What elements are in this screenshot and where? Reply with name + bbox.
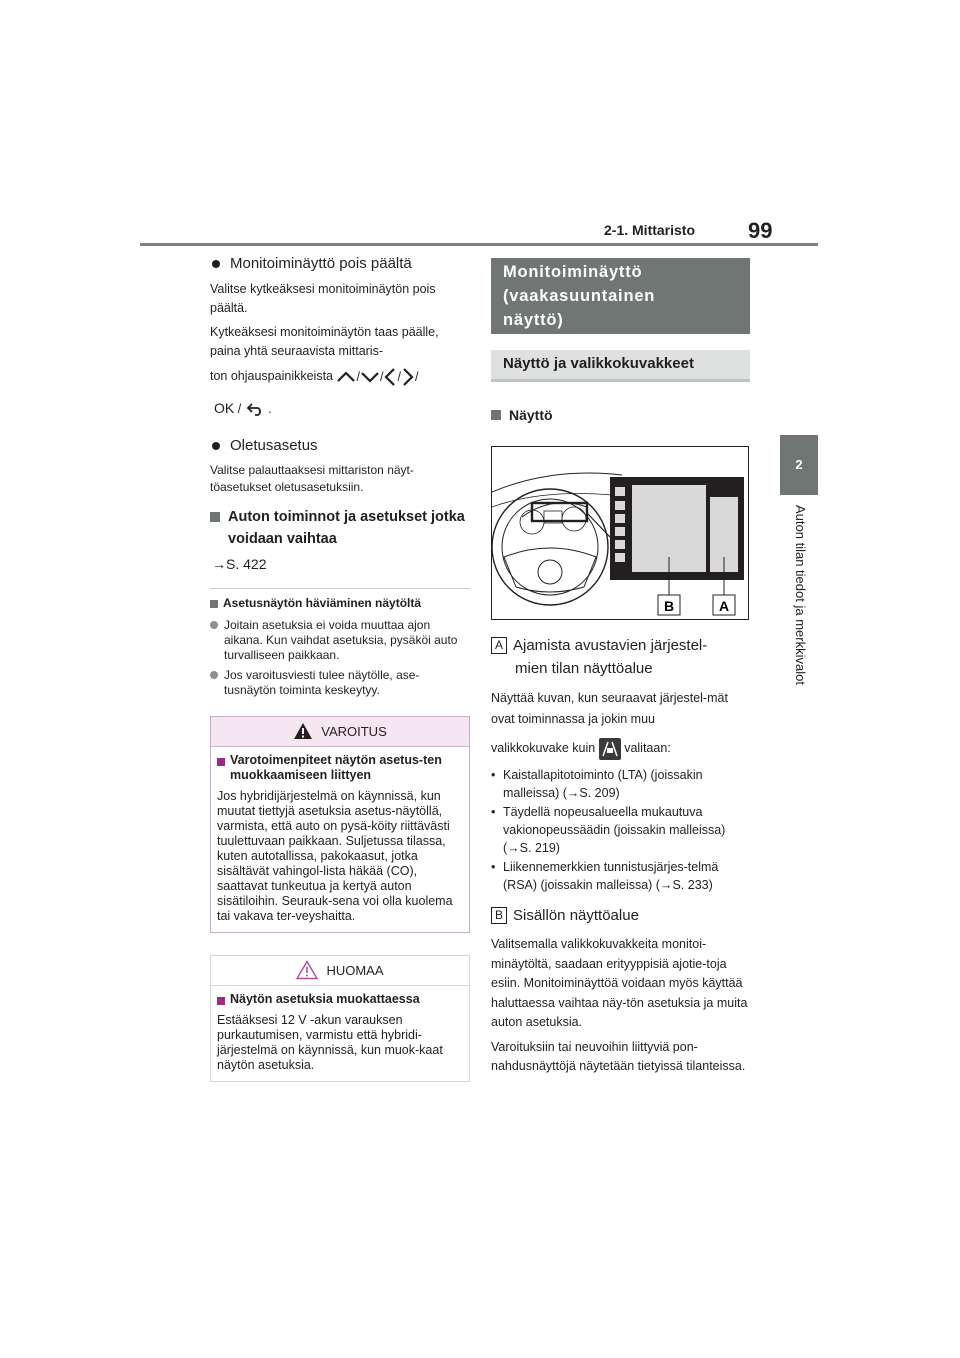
item-display-off: Monitoiminäyttö pois päältä — [210, 254, 470, 274]
square-bullet-icon — [210, 600, 218, 608]
chapter-title: Auton tilan tiedot ja merkkivalot — [793, 505, 808, 685]
label-a: A — [491, 637, 507, 654]
page-reference: →S. 422 — [212, 555, 267, 572]
assist-systems-list — [491, 766, 750, 894]
chevron-left-icon — [383, 367, 397, 387]
caution-triangle-icon — [296, 960, 318, 980]
illus-label-a: A — [718, 598, 730, 614]
notice-title: Näytön asetuksia muokattaessa — [217, 992, 463, 1007]
divider — [210, 588, 470, 589]
area-a-heading: A Ajamista avustavien järjestel- mien tilan näyttöalue — [491, 634, 750, 680]
settings-heading: Auton toiminnot ja asetukset jotka voidaan vaihtaa — [210, 506, 470, 550]
notice-header: HUOMAA — [211, 956, 469, 986]
sub-banner: Näyttö ja valikkokuvakkeet — [491, 350, 750, 382]
paragraph: Kytkeäksesi monitoiminäytön taas päälle, paina yhtä seuraavista mittaris- — [210, 325, 439, 358]
warning-box — [210, 716, 470, 933]
warning-text: Jos hybridijärjestelmä on käynnissä, kun muutat tiettyjä asetuksia asetus-näytöllä, varmista, että auto on pysä-köity riittävästi tuulettuvaan paikkaan. Suljetussa tilassa, kuten autotallissa, pakokaasut, jotka sisältävät vahingol-lista häkää (CO), saattavat tunkeutua ja kertyä auton sisätiloihin. Seurauk-sena voi olla kuolema tai vakava ter-veyshaitta. — [217, 788, 453, 923]
ok-button-icon: OK — [214, 399, 235, 416]
header-rule — [140, 243, 818, 246]
paragraph: Valitse palauttaaksesi mittariston näyt-töasetukset oletusasetuksiin. — [210, 462, 414, 494]
bullet-icon — [212, 260, 220, 268]
notice-box — [210, 955, 470, 1082]
button-list-line-2: OK / . — [214, 399, 272, 416]
square-bullet-icon — [217, 758, 225, 766]
paragraph: Valitsemalla valikkokuvakkeita monitoi-minäytöltä, saadaan erityyppisiä ajotie-toja esiin. Monitoiminäyttöä voidaan myös käyttää haluttaessa vaihtaa näy-tön asetuksia ja muita auton asetuksia. — [491, 937, 748, 1029]
item-default-settings: Oletusasetus — [210, 436, 470, 456]
note-heading: Asetusnäytön häviäminen näytöltä — [210, 595, 470, 612]
warning-title: Varotoimenpiteet näytön asetus-ten muokkaamiseen liittyen — [217, 753, 463, 783]
paragraph: Valitse kytkeäksesi monitoiminäytön pois päältä. — [210, 282, 436, 315]
notice-text: Estääksesi 12 V -akun varauksen purkautumisen, varmistu että hybridi-järjestelmä on käynnissä, kun muok-kaat näytön asetuksia. — [217, 1012, 443, 1072]
chevron-right-icon — [401, 367, 415, 387]
left-column — [210, 254, 470, 1082]
control-buttons: / / / / — [336, 364, 418, 390]
button-list-line: ton ohjauspainikkeista / / / / — [210, 363, 470, 390]
paragraph: Varoituksiin tai neuvoihin liittyviä pon-nahdusnäyttöjä näytetään tietyissä tilanteissa. — [491, 1039, 746, 1073]
list-item: • Liikennemerkkien tunnistusjärjes-telmä (RSA) (joissakin malleissa) (→S. 233) — [491, 860, 719, 892]
paragraph: valikkokuvake kuin valitaan: — [491, 735, 750, 761]
square-bullet-icon — [217, 997, 225, 1005]
label-b: B — [491, 907, 507, 924]
dashboard-illustration — [491, 446, 749, 620]
list-item: Joitain asetuksia ei voida muuttaa ajon aikana. Kun vaihdat asetuksia, pysäköi auto turvalliseen paikkaan. — [210, 618, 470, 663]
list-item: Jos varoitusviesti tulee näytölle, ase-tusnäytön toiminta keskeytyy. — [210, 668, 470, 698]
square-bullet-icon — [491, 410, 501, 420]
section-header: 2-1. Mittaristo — [604, 222, 696, 238]
list-item: • Täydellä nopeusalueella mukautuva vakionopeussäädin (joissakin malleissa) (→S. 219) — [491, 805, 726, 855]
warning-header: VAROITUS — [211, 717, 469, 747]
right-column — [491, 258, 750, 1082]
dashboard-drawing — [492, 447, 748, 619]
bullet-icon — [210, 621, 218, 629]
paragraph: Näyttää kuvan, kun seuraavat järjestel-mät ovat toiminnassa ja jokin muu — [491, 691, 728, 726]
bullet-icon — [212, 442, 220, 450]
list-item: • Kaistallapitotoiminto (LTA) (joissakin malleissa) (→S. 209) — [491, 768, 703, 800]
chapter-tab: 2 — [780, 435, 818, 495]
driving-assist-icon — [599, 738, 621, 760]
chevron-down-icon — [360, 371, 380, 383]
section-banner: Monitoiminäyttö (vaakasuuntainen näyttö) — [491, 258, 750, 334]
bullet-icon — [210, 671, 218, 679]
page-number: 99 — [748, 218, 773, 243]
illus-label-b: B — [663, 598, 675, 614]
chevron-up-icon — [336, 371, 356, 383]
square-bullet-icon — [210, 512, 220, 522]
warning-triangle-icon — [293, 722, 313, 740]
back-arrow-icon — [245, 402, 265, 416]
area-b-heading: B Sisällön näyttöalue — [491, 904, 750, 927]
display-heading: Näyttö — [491, 404, 750, 426]
